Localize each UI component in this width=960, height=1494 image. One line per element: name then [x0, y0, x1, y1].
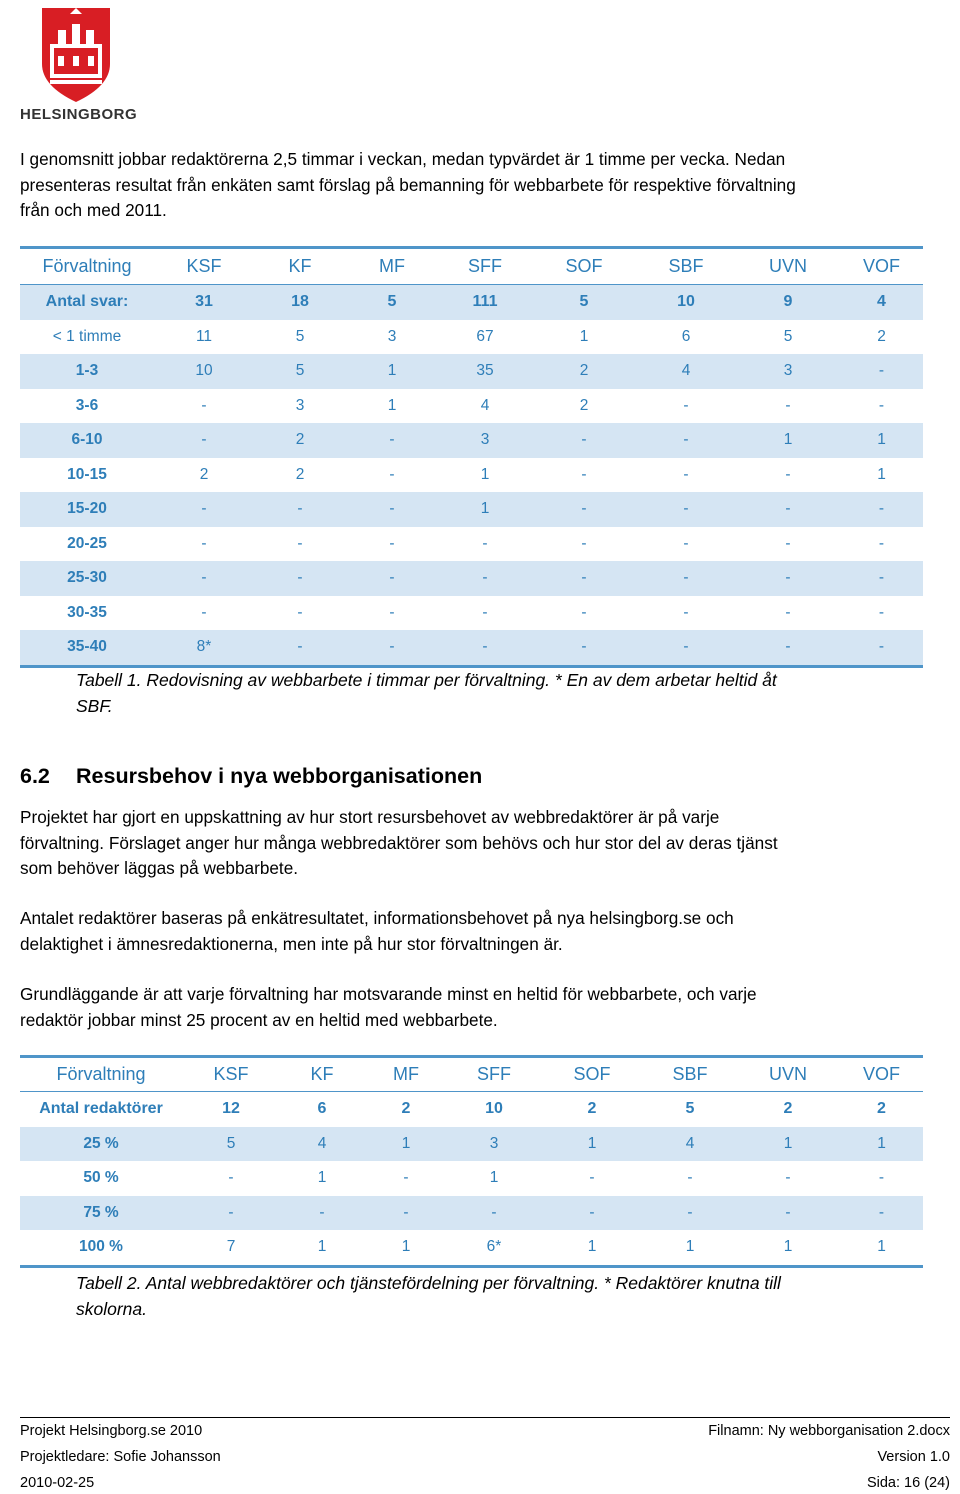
table-cell: -: [878, 534, 885, 552]
table-cell: 18: [254, 285, 346, 320]
row-label: 20-25: [67, 534, 107, 552]
footer-filename: Filnamn: Ny webborganisation 2.docx: [708, 1423, 950, 1439]
row-label: Antal svar:: [20, 285, 154, 320]
section-title: Resursbehov i nya webborganisationen: [76, 764, 483, 788]
table-cell: 10: [636, 285, 736, 320]
column-header: Förvaltning: [20, 248, 154, 285]
table-cell: 2: [199, 465, 209, 483]
body-paragraph-1: [20, 805, 940, 882]
table-cell: 1: [540, 1230, 644, 1266]
table-cell: 4: [280, 1127, 364, 1162]
table-cell: -: [589, 1169, 595, 1187]
table-cell: -: [636, 423, 736, 458]
table-cell: 2: [877, 327, 886, 345]
body-line: förvaltning. Förslaget anger hur många webbredaktörer som behövs och hur stor del av deras tjänst: [20, 832, 778, 853]
table-cell: -: [389, 603, 395, 621]
row-label: 100 %: [20, 1230, 182, 1266]
table-cell: -: [482, 534, 488, 552]
table-cell: 1: [280, 1230, 364, 1266]
body-line: redaktör jobbar minst 25 procent av en heltid med webbarbete.: [20, 1009, 498, 1030]
table-cell: 6: [317, 1100, 327, 1118]
table-cell: 111: [438, 285, 532, 320]
row-label: 25-30: [20, 561, 154, 596]
table-row: [20, 1127, 923, 1162]
table-row: [20, 1161, 923, 1196]
table-cell: -: [840, 1196, 923, 1231]
editors-per-department-table: [20, 1055, 923, 1268]
body-line: Antalet redaktörer baseras på enkätresultatet, informationsbehovet på nya helsingborg.se och: [20, 908, 734, 928]
intro-line: från och med 2011.: [20, 200, 167, 220]
table-cell: 1: [644, 1230, 736, 1266]
row-label: Antal redaktörer: [39, 1100, 163, 1118]
table-cell: 2: [783, 1100, 793, 1118]
table-cell: -: [154, 561, 254, 596]
row-label: 25 %: [20, 1127, 182, 1162]
table-cell: 12: [222, 1100, 240, 1118]
table-cell: -: [389, 465, 395, 483]
table-cell: 9: [736, 285, 840, 320]
table-row: [20, 1092, 923, 1127]
column-header: SOF: [532, 248, 636, 285]
table-cell: 5: [685, 1100, 695, 1118]
table-cell: -: [532, 423, 636, 458]
table-cell: 1: [317, 1169, 327, 1187]
table-cell: -: [448, 1196, 540, 1231]
column-header: KSF: [154, 248, 254, 285]
table-cell: 1: [736, 1230, 840, 1266]
row-label: 75 %: [20, 1196, 182, 1231]
table-cell: 1: [840, 1127, 923, 1162]
table-cell: 1: [489, 1169, 499, 1187]
table-cell: -: [785, 1169, 791, 1187]
table-cell: -: [346, 423, 438, 458]
section-number: 6.2: [20, 764, 50, 788]
table-cell: 1: [438, 492, 532, 527]
body-line: som behöver läggas på webbarbete.: [20, 858, 299, 878]
footer-rule: [20, 1417, 950, 1418]
caption-line: Tabell 1. Redovisning av webbarbete i timmar per förvaltning. * En av dem arbetar heltid åt: [76, 670, 777, 690]
column-header: KSF: [182, 1057, 280, 1092]
body-line: Grundläggande är att varje förvaltning har motsvarande minst en heltid för webbarbete, och varje: [20, 984, 757, 1004]
footer-leader: Projektledare: Sofie Johansson: [20, 1449, 221, 1465]
table-cell: 5: [346, 285, 438, 320]
table2-caption: [76, 1271, 876, 1322]
table-cell: 5: [295, 327, 305, 345]
table-cell: -: [154, 492, 254, 527]
body-paragraph-2: [20, 906, 940, 957]
table-cell: -: [346, 492, 438, 527]
body-line: Projektet har gjort en uppskattning av hur stort resursbehovet av webbredaktörer är på varje: [20, 807, 720, 827]
table-cell: 3: [736, 354, 840, 389]
table-cell: 35: [438, 354, 532, 389]
table-cell: -: [785, 465, 791, 483]
footer-date: 2010-02-25: [20, 1475, 95, 1491]
table-cell: -: [736, 1196, 840, 1231]
table-cell: -: [438, 630, 532, 666]
caption-line: SBF.: [76, 695, 113, 716]
table-cell: 2: [254, 423, 346, 458]
body-paragraph-3: [20, 982, 940, 1033]
table-cell: 3: [438, 423, 532, 458]
table-cell: -: [785, 603, 791, 621]
table-cell: -: [297, 603, 303, 621]
table-cell: -: [581, 534, 587, 552]
table-cell: 1: [736, 423, 840, 458]
table-cell: -: [254, 561, 346, 596]
table-cell: -: [581, 465, 587, 483]
row-label: < 1 timme: [52, 327, 122, 345]
table-cell: -: [389, 534, 395, 552]
table-cell: -: [736, 492, 840, 527]
table-cell: -: [201, 396, 207, 414]
table-cell: 6: [681, 327, 691, 345]
column-header: SOF: [540, 1057, 644, 1092]
table-cell: 2: [532, 354, 636, 389]
table-cell: 6*: [448, 1230, 540, 1266]
table-cell: 5: [254, 354, 346, 389]
table-cell: -: [581, 603, 587, 621]
table-cell: 1: [540, 1127, 644, 1162]
logo-wordmark: HELSINGBORG: [20, 106, 138, 123]
table-cell: -: [438, 561, 532, 596]
row-label: 15-20: [20, 492, 154, 527]
table-cell: -: [201, 603, 207, 621]
table-cell: 2: [587, 1100, 597, 1118]
table-header-row: [20, 248, 923, 285]
table-cell: 1: [579, 327, 589, 345]
table-row: [20, 320, 923, 355]
table-cell: 3: [295, 396, 305, 414]
table-cell: -: [878, 1169, 885, 1187]
table-cell: -: [644, 1196, 736, 1231]
caption-line: Tabell 2. Antal webbredaktörer och tjänstefördelning per förvaltning. * Redaktörer knutna till: [76, 1273, 781, 1293]
body-line: delaktighet i ämnesredaktionerna, men inte på hur stor förvaltningen är.: [20, 933, 563, 954]
table-row: [20, 389, 923, 424]
table-cell: 2: [401, 1100, 411, 1118]
table-row: [20, 1196, 923, 1231]
table-cell: -: [636, 492, 736, 527]
table-cell: 1: [364, 1230, 448, 1266]
table-cell: -: [840, 354, 923, 389]
intro-line: I genomsnitt jobbar redaktörerna 2,5 timmar i veckan, medan typvärdet är 1 timme per vecka. Nedan: [20, 149, 786, 169]
column-header: SFF: [438, 248, 532, 285]
table-cell: 5: [182, 1127, 280, 1162]
table-cell: 2: [579, 396, 589, 414]
table-cell: 1: [736, 1127, 840, 1162]
table-cell: 1: [840, 423, 923, 458]
column-header: KF: [280, 1057, 364, 1092]
footer-project: Projekt Helsingborg.se 2010: [20, 1423, 203, 1439]
table-cell: 1: [346, 354, 438, 389]
table-cell: 2: [295, 465, 305, 483]
table-cell: -: [403, 1169, 409, 1187]
table-cell: -: [532, 561, 636, 596]
column-header: MF: [346, 248, 438, 285]
table-cell: 10: [485, 1100, 503, 1118]
column-header: SBF: [644, 1057, 736, 1092]
table-cell: 4: [636, 354, 736, 389]
table-cell: -: [346, 561, 438, 596]
table-header-row: [20, 1057, 923, 1092]
table-cell: -: [254, 630, 346, 666]
table-cell: -: [346, 630, 438, 666]
table-cell: 10: [154, 354, 254, 389]
footer-page: Sida: 16 (24): [866, 1475, 950, 1491]
table-cell: 1: [840, 1230, 923, 1266]
row-label: 35-40: [20, 630, 154, 666]
intro-line: presenteras resultat från enkäten samt förslag på bemanning för webbarbete för respektive förvaltning: [20, 174, 796, 195]
column-header: UVN: [736, 248, 840, 285]
column-header: MF: [364, 1057, 448, 1092]
table-cell: -: [840, 630, 923, 666]
helsingborg-logo: [20, 6, 138, 124]
table-cell: 7: [182, 1230, 280, 1266]
table1-caption: [76, 668, 876, 719]
column-header: UVN: [736, 1057, 840, 1092]
row-label: 6-10: [20, 423, 154, 458]
column-header: KF: [254, 248, 346, 285]
table-cell: 4: [644, 1127, 736, 1162]
city-crest-icon: [20, 6, 132, 106]
table-cell: -: [254, 492, 346, 527]
table-row: [20, 527, 923, 562]
table-cell: -: [532, 492, 636, 527]
row-label: 30-35: [67, 603, 107, 621]
table-cell: 5: [532, 285, 636, 320]
table-cell: 1: [364, 1127, 448, 1162]
table-cell: -: [683, 396, 689, 414]
table-cell: -: [154, 423, 254, 458]
row-label: 50 %: [83, 1169, 119, 1187]
table-row: [20, 458, 923, 493]
footer-version: Version 1.0: [877, 1449, 950, 1465]
table-cell: -: [736, 561, 840, 596]
table-cell: 4: [840, 285, 923, 320]
table-cell: 1: [877, 465, 886, 483]
table-cell: 1: [387, 396, 397, 414]
table-cell: 4: [480, 396, 490, 414]
table-cell: -: [683, 465, 689, 483]
column-header: VOF: [840, 248, 923, 285]
section-heading: [20, 764, 482, 789]
row-label: 10-15: [67, 465, 107, 483]
table-row: [20, 285, 923, 320]
table-row: [20, 630, 923, 666]
table-cell: -: [182, 1196, 280, 1231]
table-cell: -: [532, 630, 636, 666]
table-cell: -: [683, 534, 689, 552]
column-header: SBF: [636, 248, 736, 285]
caption-line: skolorna.: [76, 1298, 148, 1319]
column-header: Förvaltning: [20, 1057, 182, 1092]
row-label: 3-6: [75, 396, 99, 414]
table-cell: -: [785, 396, 791, 414]
row-label: 1-3: [20, 354, 154, 389]
table-cell: -: [482, 603, 488, 621]
table-cell: -: [878, 396, 885, 414]
table-cell: 8*: [154, 630, 254, 666]
table-cell: 3: [448, 1127, 540, 1162]
intro-paragraph: [20, 147, 940, 224]
table-cell: -: [636, 561, 736, 596]
table-cell: 67: [476, 327, 494, 345]
table-cell: -: [736, 630, 840, 666]
table-row: [20, 1230, 923, 1266]
table-cell: -: [364, 1196, 448, 1231]
table-cell: -: [840, 492, 923, 527]
table-cell: 3: [387, 327, 397, 345]
table-cell: -: [840, 561, 923, 596]
table-cell: -: [878, 603, 885, 621]
table-cell: -: [201, 534, 207, 552]
hours-per-department-table: [20, 246, 923, 668]
table-row: [20, 596, 923, 631]
table-cell: -: [687, 1169, 693, 1187]
table-cell: 5: [783, 327, 793, 345]
table-row: [20, 423, 923, 458]
table-row: [20, 354, 923, 389]
table-cell: -: [636, 630, 736, 666]
table-row: [20, 561, 923, 596]
table-cell: -: [228, 1169, 234, 1187]
table-row: [20, 492, 923, 527]
table-cell: -: [785, 534, 791, 552]
column-header: SFF: [448, 1057, 540, 1092]
table-cell: 11: [195, 327, 213, 345]
table-cell: -: [683, 603, 689, 621]
table-cell: 1: [480, 465, 490, 483]
table-cell: 2: [877, 1100, 886, 1118]
table-cell: -: [280, 1196, 364, 1231]
table-cell: -: [297, 534, 303, 552]
table-cell: 31: [154, 285, 254, 320]
table-cell: -: [540, 1196, 644, 1231]
column-header: VOF: [840, 1057, 923, 1092]
